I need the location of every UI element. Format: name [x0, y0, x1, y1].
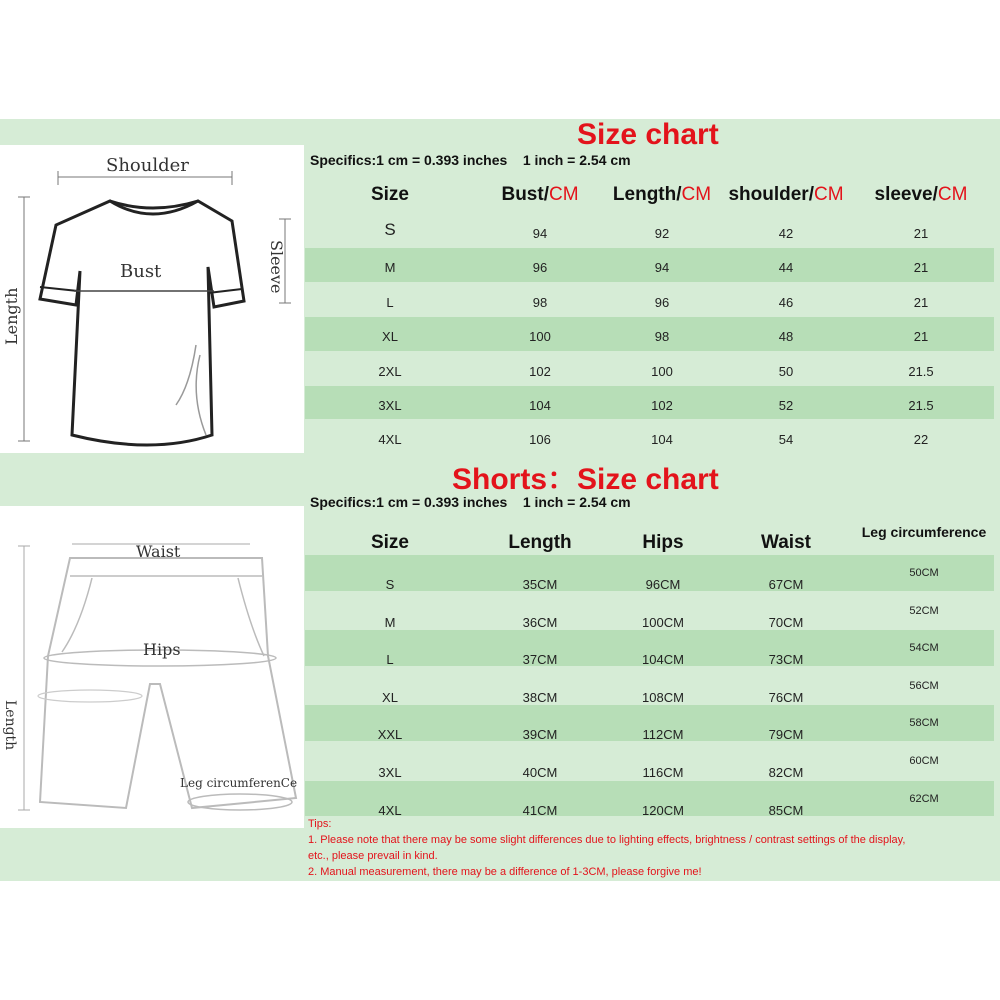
shorts-cell: 40CM	[522, 765, 558, 780]
shirt-cell: 21	[913, 294, 929, 310]
shirt-cell: 96	[532, 260, 548, 276]
shorts-cell: 116CM	[642, 765, 684, 780]
shirt-header-unit: CM	[548, 184, 579, 205]
shirt-header-0	[371, 184, 409, 206]
shorts-cell: S	[385, 577, 395, 592]
bust-label: Bust	[120, 261, 162, 282]
leg-circumference-label: Leg circumferenCe	[180, 776, 298, 790]
shorts-cell: M	[384, 614, 396, 630]
tips-line-1b: etc., please prevail in kind.	[308, 850, 438, 862]
shirt-cell: 92	[654, 226, 670, 241]
shirt-cell: 100	[529, 329, 551, 345]
waist-label: Waist	[136, 542, 181, 561]
shorts-cell: 96CM	[645, 577, 681, 592]
shorts-cell: 112CM	[642, 727, 684, 743]
tips-heading: Tips:	[308, 818, 332, 830]
shorts-specifics: Specifics:1 cm = 0.393 inches 1 inch = 2.54 cm	[310, 494, 631, 510]
shorts-cell: 50CM	[909, 567, 939, 579]
shorts-cell: 60CM	[909, 755, 939, 767]
shorts-cell: 79CM	[768, 727, 804, 743]
tips-line-2: 2. Manual measurement, there may be a difference of 1-3CM, please forgive me!	[308, 866, 702, 878]
shirt-cell: M	[384, 260, 396, 276]
shirt-cell: 42	[778, 226, 794, 241]
shorts-cell: 70CM	[768, 614, 804, 630]
shorts-cell: 52CM	[909, 604, 939, 617]
shirt-header-text: Length/	[612, 184, 682, 205]
shirt-cell: 106	[529, 432, 551, 448]
shirt-cell: 21.5	[908, 398, 934, 413]
sleeve-label: Sleeve	[267, 240, 286, 294]
shorts-cell: 76CM	[768, 689, 804, 705]
shirt-row-bg	[305, 386, 994, 419]
shorts-header-1: Length	[508, 532, 572, 553]
shorts-cell: 85CM	[768, 802, 804, 818]
hips-label: Hips	[143, 640, 181, 659]
shorts-header-3: Waist	[761, 532, 811, 553]
shirt-cell: 94	[532, 226, 548, 241]
shorts-cell: 58CM	[909, 717, 939, 730]
shirt-cell: 52	[778, 398, 794, 413]
shorts-header-0: Size	[370, 532, 410, 553]
shirt-header-3	[728, 184, 843, 206]
shirt-cell: 50	[778, 363, 794, 379]
shirt-cell: 22	[913, 432, 929, 448]
shirt-cell: 98	[654, 329, 670, 345]
shirt-header-text: Bust/	[501, 184, 549, 205]
shorts-cell: 108CM	[642, 689, 684, 705]
shorts-cell: 4XL	[378, 802, 402, 818]
shorts-cell: XL	[382, 689, 398, 705]
shirt-header-text: shoulder/	[728, 184, 814, 205]
shirt-row-bg	[305, 352, 994, 385]
shirt-row-bg	[305, 283, 994, 316]
shirt-cell: 102	[529, 363, 551, 379]
shirt-cell: 100	[651, 363, 673, 379]
shirt-header-text: Size	[370, 184, 410, 205]
shorts-cell: 100CM	[642, 614, 684, 630]
shorts-cell: 36CM	[522, 614, 558, 630]
shorts-cell: 38CM	[522, 689, 558, 705]
shirt-cell: 21	[913, 329, 929, 345]
shirt-header-unit: CM	[813, 184, 844, 205]
shirt-cell: 2XL	[378, 363, 402, 379]
shorts-cell: 41CM	[522, 802, 558, 818]
shirt-header-unit: CM	[681, 184, 712, 205]
shirt-cell: S	[384, 220, 396, 239]
tshirt-sketch	[0, 145, 304, 453]
shirt-cell: 21	[913, 226, 929, 241]
shorts-header-4: Leg circumference	[861, 524, 987, 540]
shirt-chart-title: Size chart	[577, 118, 719, 151]
shirt-header-2	[613, 184, 711, 206]
shorts-cell: 120CM	[642, 802, 684, 818]
shirt-cell: 98	[532, 294, 548, 310]
shirt-cell: 21.5	[908, 363, 934, 379]
shorts-cell: 73CM	[768, 652, 804, 668]
tips-line-1: 1. Please note that there may be some slight differences due to lighting effects, brightness / contrast settings of the display,	[308, 834, 906, 846]
shirt-header-1	[501, 184, 578, 206]
shorts-cell: 54CM	[909, 642, 939, 655]
shirt-cell: 96	[654, 294, 670, 310]
shirt-header-unit: CM	[937, 184, 968, 205]
shirt-specifics: Specifics:1 cm = 0.393 inches 1 inch = 2.54 cm	[310, 152, 631, 168]
shirt-row-bg	[305, 248, 994, 281]
shirt-cell: 104	[529, 398, 551, 413]
shorts-cell: 35CM	[522, 577, 558, 592]
shirt-row-bg	[305, 420, 994, 453]
shirt-cell: 46	[778, 294, 794, 310]
shirt-cell: 4XL	[378, 432, 402, 448]
tshirt-diagram	[0, 145, 304, 453]
shorts-header-2: Hips	[642, 532, 684, 553]
shirt-cell: 21	[913, 260, 929, 276]
shorts-cell: XXL	[377, 727, 403, 743]
shorts-cell: L	[386, 652, 394, 668]
shoulder-label: Shoulder	[106, 155, 189, 176]
shirt-header-text: sleeve/	[874, 184, 938, 205]
shorts-cell: 56CM	[909, 679, 939, 692]
shirt-cell: 54	[778, 432, 794, 448]
shirt-cell: 94	[654, 260, 670, 276]
shorts-cell: 37CM	[522, 652, 558, 668]
shirt-cell: 104	[651, 432, 673, 448]
shirt-cell: 3XL	[378, 398, 402, 413]
shorts-cell: 62CM	[909, 792, 939, 805]
shirt-cell: 44	[778, 260, 794, 276]
shirt-row-bg	[305, 317, 994, 350]
shirt-cell: L	[386, 294, 394, 310]
shorts-cell: 39CM	[522, 727, 558, 743]
length-label-shorts: Length	[2, 700, 18, 751]
shirt-cell: 102	[651, 398, 673, 413]
shirt-row-bg	[305, 214, 994, 247]
shorts-chart-title: Shorts：Size chart	[452, 463, 719, 496]
shorts-cell: 3XL	[378, 765, 402, 780]
length-label: Length	[2, 287, 21, 345]
shorts-cell: 104CM	[642, 652, 684, 668]
shorts-cell: 82CM	[768, 765, 804, 780]
shirt-cell: XL	[382, 329, 398, 345]
shorts-diagram	[0, 506, 304, 828]
shirt-header-4	[875, 184, 968, 206]
shirt-cell: 48	[778, 329, 794, 345]
shorts-cell: 67CM	[768, 577, 804, 592]
